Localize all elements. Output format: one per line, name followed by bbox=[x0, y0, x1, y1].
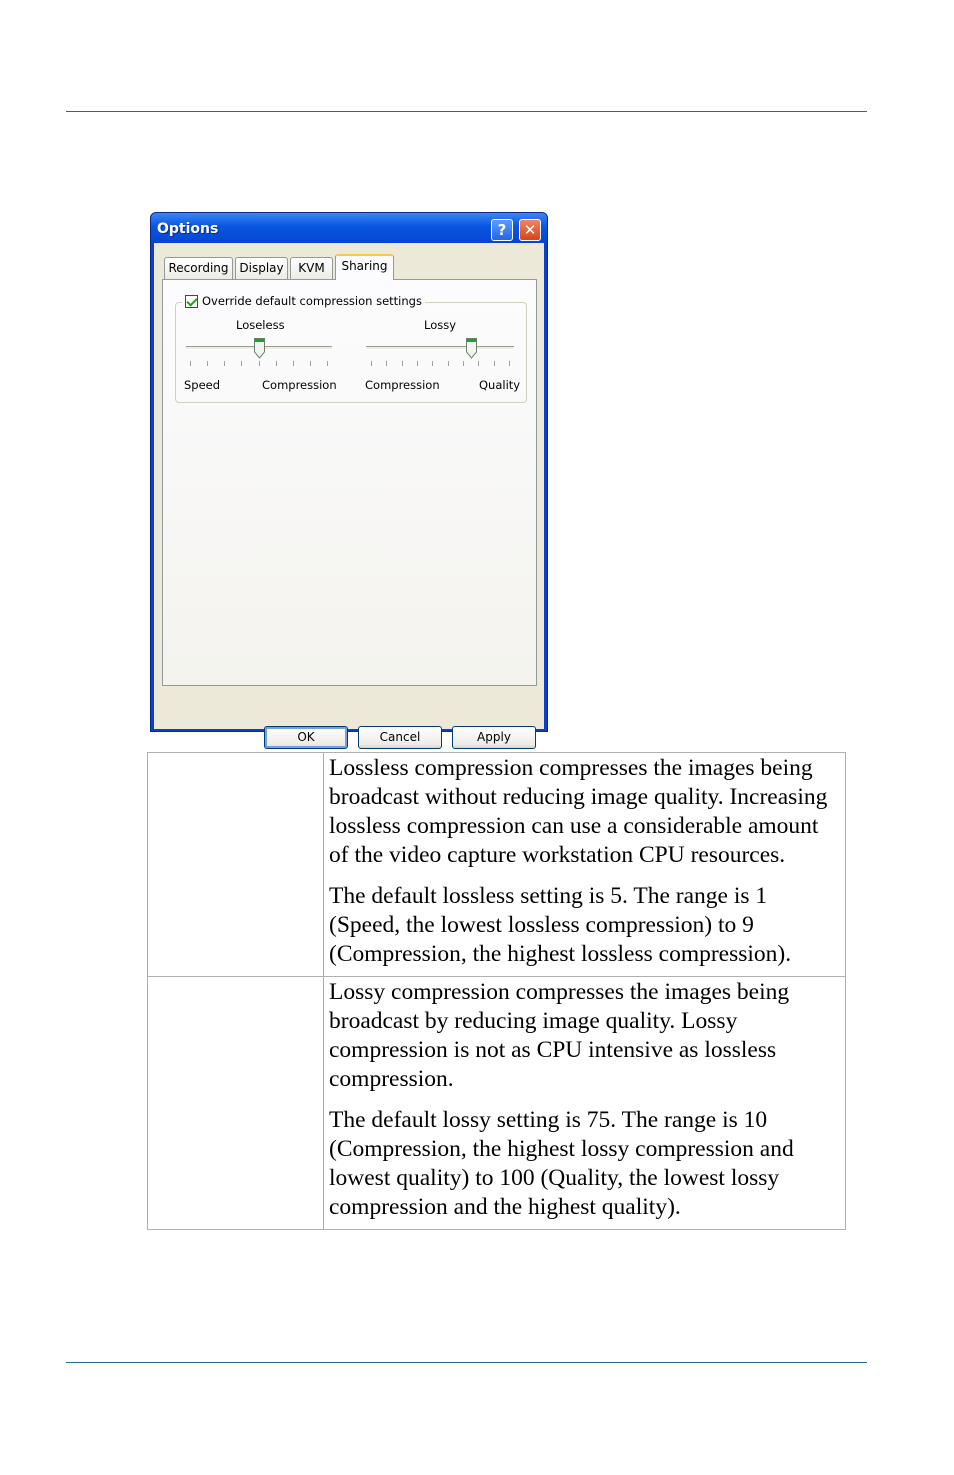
lossy-default-range: The default lossy setting is 75. The range is 10 (Compression, the highest lossy compression and lowest quality) to 100 (Quality, the lowest lossy compression and the highest quality). bbox=[329, 1107, 794, 1220]
lossy-description: Lossy compression compresses the images being broadcast by reducing image quality. Lossy compression is not as CPU intensive as lossless compression. bbox=[329, 979, 790, 1092]
table-body-cell bbox=[324, 753, 846, 977]
tab-recording[interactable]: Recording bbox=[164, 257, 233, 279]
description-table bbox=[147, 752, 846, 1230]
dialog-title-bar[interactable] bbox=[151, 213, 547, 243]
lossless-slider-ticks bbox=[190, 361, 328, 367]
dialog-title: Options bbox=[157, 221, 219, 237]
lossy-slider-track[interactable] bbox=[366, 346, 514, 350]
footer-rule bbox=[66, 1362, 867, 1363]
override-checkbox-row[interactable] bbox=[182, 294, 425, 308]
table-row bbox=[148, 977, 846, 1230]
tab-kvm[interactable]: KVM bbox=[290, 257, 333, 279]
lossless-min-label: Speed bbox=[184, 378, 221, 392]
dialog-client-area bbox=[154, 243, 544, 744]
lossy-max-label: Quality bbox=[479, 378, 521, 392]
table-label-cell bbox=[148, 753, 324, 977]
cancel-button[interactable]: Cancel bbox=[358, 726, 442, 749]
tab-sharing[interactable]: Sharing bbox=[335, 254, 394, 280]
tab-display[interactable]: Display bbox=[235, 257, 288, 279]
lossless-max-label: Compression bbox=[262, 378, 337, 392]
options-dialog bbox=[150, 212, 548, 744]
header-rule bbox=[66, 111, 867, 112]
ok-button[interactable]: OK bbox=[264, 726, 348, 749]
sharing-tab-panel bbox=[162, 279, 537, 686]
lossless-slider-thumb[interactable] bbox=[254, 338, 265, 359]
help-icon[interactable]: ? bbox=[491, 219, 513, 241]
table-row bbox=[148, 753, 846, 977]
lossless-slider-title: Loseless bbox=[236, 318, 285, 332]
lossy-slider-ticks bbox=[371, 361, 510, 367]
table-body-cell bbox=[324, 977, 846, 1230]
table-label-cell bbox=[148, 977, 324, 1230]
lossy-slider-title: Lossy bbox=[424, 318, 457, 332]
compression-group bbox=[175, 294, 527, 403]
override-checkbox-label: Override default compression settings bbox=[202, 294, 422, 308]
apply-button[interactable]: Apply bbox=[452, 726, 536, 749]
override-checkbox[interactable] bbox=[185, 295, 198, 308]
lossless-default-range: The default lossless setting is 5. The range is 1 (Speed, the lowest lossless compression) to 9 (Compression, the highest lossless compression). bbox=[329, 883, 792, 967]
lossless-description: Lossless compression compresses the images being broadcast without reducing image quality. Increasing lossless compression can use a considerable amount of the video capture workstation CPU resources. bbox=[329, 755, 828, 868]
lossy-min-label: Compression bbox=[365, 378, 440, 392]
close-icon[interactable]: ✕ bbox=[519, 219, 541, 241]
lossy-slider-thumb[interactable] bbox=[466, 338, 477, 359]
